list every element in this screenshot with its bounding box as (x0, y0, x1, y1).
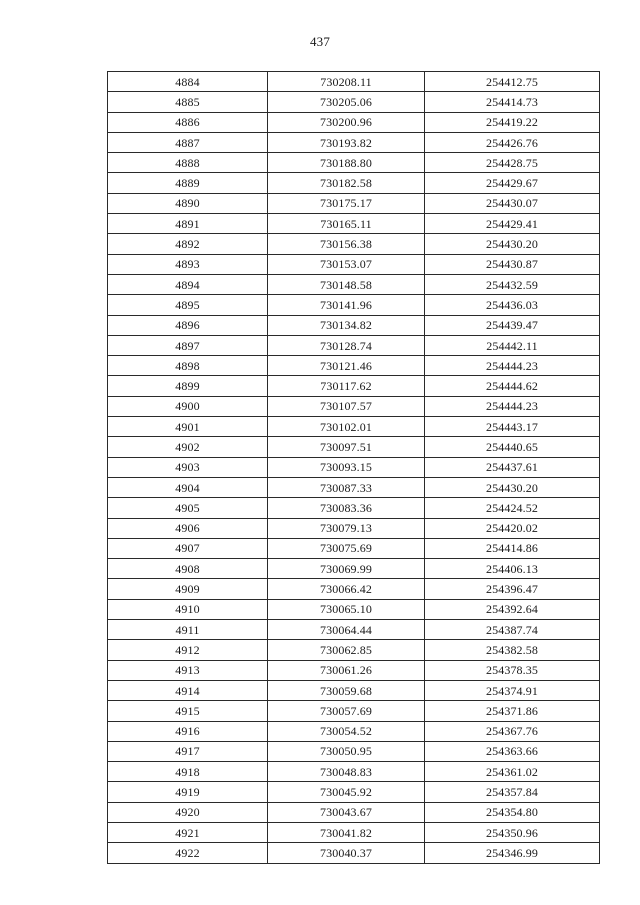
table-row (108, 356, 600, 376)
table-row (108, 660, 600, 680)
coordinates-table-body (108, 72, 600, 864)
table-row (108, 112, 600, 132)
point-number-cell: 4914 (108, 680, 268, 700)
table-row (108, 762, 600, 782)
table-row (108, 335, 600, 355)
y-coordinate-cell: 254437.61 (425, 457, 600, 477)
y-coordinate-cell: 254424.52 (425, 498, 600, 518)
y-coordinate-cell: 254361.02 (425, 762, 600, 782)
table-row (108, 274, 600, 294)
y-coordinate-cell: 254350.96 (425, 822, 600, 842)
table-row (108, 701, 600, 721)
x-coordinate-cell: 730097.51 (268, 437, 425, 457)
table-row (108, 376, 600, 396)
point-number-cell: 4922 (108, 843, 268, 863)
x-coordinate-cell: 730040.37 (268, 843, 425, 863)
y-coordinate-cell: 254387.74 (425, 620, 600, 640)
x-coordinate-cell: 730062.85 (268, 640, 425, 660)
y-coordinate-cell: 254428.75 (425, 153, 600, 173)
x-coordinate-cell: 730064.44 (268, 620, 425, 640)
x-coordinate-cell: 730134.82 (268, 315, 425, 335)
y-coordinate-cell: 254374.91 (425, 680, 600, 700)
point-number-cell: 4912 (108, 640, 268, 660)
x-coordinate-cell: 730128.74 (268, 335, 425, 355)
x-coordinate-cell: 730054.52 (268, 721, 425, 741)
y-coordinate-cell: 254430.20 (425, 477, 600, 497)
table-row (108, 132, 600, 152)
x-coordinate-cell: 730069.99 (268, 559, 425, 579)
table-row (108, 599, 600, 619)
point-number-cell: 4889 (108, 173, 268, 193)
point-number-cell: 4884 (108, 72, 268, 92)
point-number-cell: 4897 (108, 335, 268, 355)
y-coordinate-cell: 254429.41 (425, 214, 600, 234)
coordinates-table (107, 71, 600, 864)
x-coordinate-cell: 730087.33 (268, 477, 425, 497)
table-row (108, 822, 600, 842)
point-number-cell: 4905 (108, 498, 268, 518)
x-coordinate-cell: 730061.26 (268, 660, 425, 680)
table-row (108, 579, 600, 599)
y-coordinate-cell: 254420.02 (425, 518, 600, 538)
table-row (108, 721, 600, 741)
table-row (108, 538, 600, 558)
x-coordinate-cell: 730045.92 (268, 782, 425, 802)
y-coordinate-cell: 254367.76 (425, 721, 600, 741)
x-coordinate-cell: 730193.82 (268, 132, 425, 152)
x-coordinate-cell: 730102.01 (268, 417, 425, 437)
y-coordinate-cell: 254442.11 (425, 335, 600, 355)
y-coordinate-cell: 254346.99 (425, 843, 600, 863)
table-row (108, 234, 600, 254)
table-row (108, 741, 600, 761)
x-coordinate-cell: 730093.15 (268, 457, 425, 477)
point-number-cell: 4913 (108, 660, 268, 680)
point-number-cell: 4887 (108, 132, 268, 152)
table-row (108, 640, 600, 660)
y-coordinate-cell: 254371.86 (425, 701, 600, 721)
table-row (108, 173, 600, 193)
point-number-cell: 4909 (108, 579, 268, 599)
point-number-cell: 4900 (108, 396, 268, 416)
table-row (108, 518, 600, 538)
x-coordinate-cell: 730182.58 (268, 173, 425, 193)
point-number-cell: 4920 (108, 802, 268, 822)
point-number-cell: 4893 (108, 254, 268, 274)
y-coordinate-cell: 254432.59 (425, 274, 600, 294)
y-coordinate-cell: 254443.17 (425, 417, 600, 437)
table-row (108, 680, 600, 700)
point-number-cell: 4906 (108, 518, 268, 538)
point-number-cell: 4915 (108, 701, 268, 721)
point-number-cell: 4918 (108, 762, 268, 782)
table-row (108, 295, 600, 315)
x-coordinate-cell: 730065.10 (268, 599, 425, 619)
table-row (108, 620, 600, 640)
point-number-cell: 4885 (108, 92, 268, 112)
point-number-cell: 4886 (108, 112, 268, 132)
table-row (108, 437, 600, 457)
x-coordinate-cell: 730148.58 (268, 274, 425, 294)
x-coordinate-cell: 730075.69 (268, 538, 425, 558)
x-coordinate-cell: 730188.80 (268, 153, 425, 173)
x-coordinate-cell: 730175.17 (268, 193, 425, 213)
y-coordinate-cell: 254444.23 (425, 396, 600, 416)
x-coordinate-cell: 730066.42 (268, 579, 425, 599)
x-coordinate-cell: 730205.06 (268, 92, 425, 112)
table-row (108, 254, 600, 274)
x-coordinate-cell: 730050.95 (268, 741, 425, 761)
point-number-cell: 4907 (108, 538, 268, 558)
x-coordinate-cell: 730153.07 (268, 254, 425, 274)
point-number-cell: 4904 (108, 477, 268, 497)
y-coordinate-cell: 254419.22 (425, 112, 600, 132)
y-coordinate-cell: 254382.58 (425, 640, 600, 660)
x-coordinate-cell: 730043.67 (268, 802, 425, 822)
y-coordinate-cell: 254406.13 (425, 559, 600, 579)
point-number-cell: 4908 (108, 559, 268, 579)
x-coordinate-cell: 730079.13 (268, 518, 425, 538)
table-row (108, 315, 600, 335)
x-coordinate-cell: 730141.96 (268, 295, 425, 315)
y-coordinate-cell: 254440.65 (425, 437, 600, 457)
x-coordinate-cell: 730107.57 (268, 396, 425, 416)
y-coordinate-cell: 254414.73 (425, 92, 600, 112)
point-number-cell: 4901 (108, 417, 268, 437)
y-coordinate-cell: 254396.47 (425, 579, 600, 599)
table-row (108, 214, 600, 234)
point-number-cell: 4891 (108, 214, 268, 234)
page-number: 437 (309, 34, 331, 49)
coordinates-table-container (107, 71, 599, 864)
point-number-cell: 4917 (108, 741, 268, 761)
y-coordinate-cell: 254439.47 (425, 315, 600, 335)
y-coordinate-cell: 254363.66 (425, 741, 600, 761)
table-row (108, 92, 600, 112)
y-coordinate-cell: 254392.64 (425, 599, 600, 619)
x-coordinate-cell: 730200.96 (268, 112, 425, 132)
y-coordinate-cell: 254378.35 (425, 660, 600, 680)
table-row (108, 457, 600, 477)
x-coordinate-cell: 730121.46 (268, 356, 425, 376)
x-coordinate-cell: 730165.11 (268, 214, 425, 234)
table-row (108, 153, 600, 173)
y-coordinate-cell: 254414.86 (425, 538, 600, 558)
table-row (108, 477, 600, 497)
y-coordinate-cell: 254430.20 (425, 234, 600, 254)
y-coordinate-cell: 254426.76 (425, 132, 600, 152)
x-coordinate-cell: 730057.69 (268, 701, 425, 721)
x-coordinate-cell: 730059.68 (268, 680, 425, 700)
x-coordinate-cell: 730117.62 (268, 376, 425, 396)
y-coordinate-cell: 254357.84 (425, 782, 600, 802)
table-row (108, 802, 600, 822)
point-number-cell: 4894 (108, 274, 268, 294)
x-coordinate-cell: 730041.82 (268, 822, 425, 842)
point-number-cell: 4902 (108, 437, 268, 457)
point-number-cell: 4892 (108, 234, 268, 254)
x-coordinate-cell: 730048.83 (268, 762, 425, 782)
point-number-cell: 4888 (108, 153, 268, 173)
y-coordinate-cell: 254430.07 (425, 193, 600, 213)
point-number-cell: 4903 (108, 457, 268, 477)
point-number-cell: 4899 (108, 376, 268, 396)
y-coordinate-cell: 254429.67 (425, 173, 600, 193)
table-row (108, 559, 600, 579)
table-row (108, 193, 600, 213)
table-row (108, 72, 600, 92)
table-row (108, 396, 600, 416)
table-row (108, 417, 600, 437)
y-coordinate-cell: 254444.23 (425, 356, 600, 376)
y-coordinate-cell: 254430.87 (425, 254, 600, 274)
table-row (108, 498, 600, 518)
point-number-cell: 4896 (108, 315, 268, 335)
y-coordinate-cell: 254412.75 (425, 72, 600, 92)
point-number-cell: 4919 (108, 782, 268, 802)
x-coordinate-cell: 730083.36 (268, 498, 425, 518)
y-coordinate-cell: 254444.62 (425, 376, 600, 396)
point-number-cell: 4911 (108, 620, 268, 640)
table-row (108, 843, 600, 863)
point-number-cell: 4898 (108, 356, 268, 376)
point-number-cell: 4910 (108, 599, 268, 619)
point-number-cell: 4890 (108, 193, 268, 213)
x-coordinate-cell: 730156.38 (268, 234, 425, 254)
point-number-cell: 4921 (108, 822, 268, 842)
point-number-cell: 4895 (108, 295, 268, 315)
point-number-cell: 4916 (108, 721, 268, 741)
y-coordinate-cell: 254354.80 (425, 802, 600, 822)
table-row (108, 782, 600, 802)
x-coordinate-cell: 730208.11 (268, 72, 425, 92)
y-coordinate-cell: 254436.03 (425, 295, 600, 315)
